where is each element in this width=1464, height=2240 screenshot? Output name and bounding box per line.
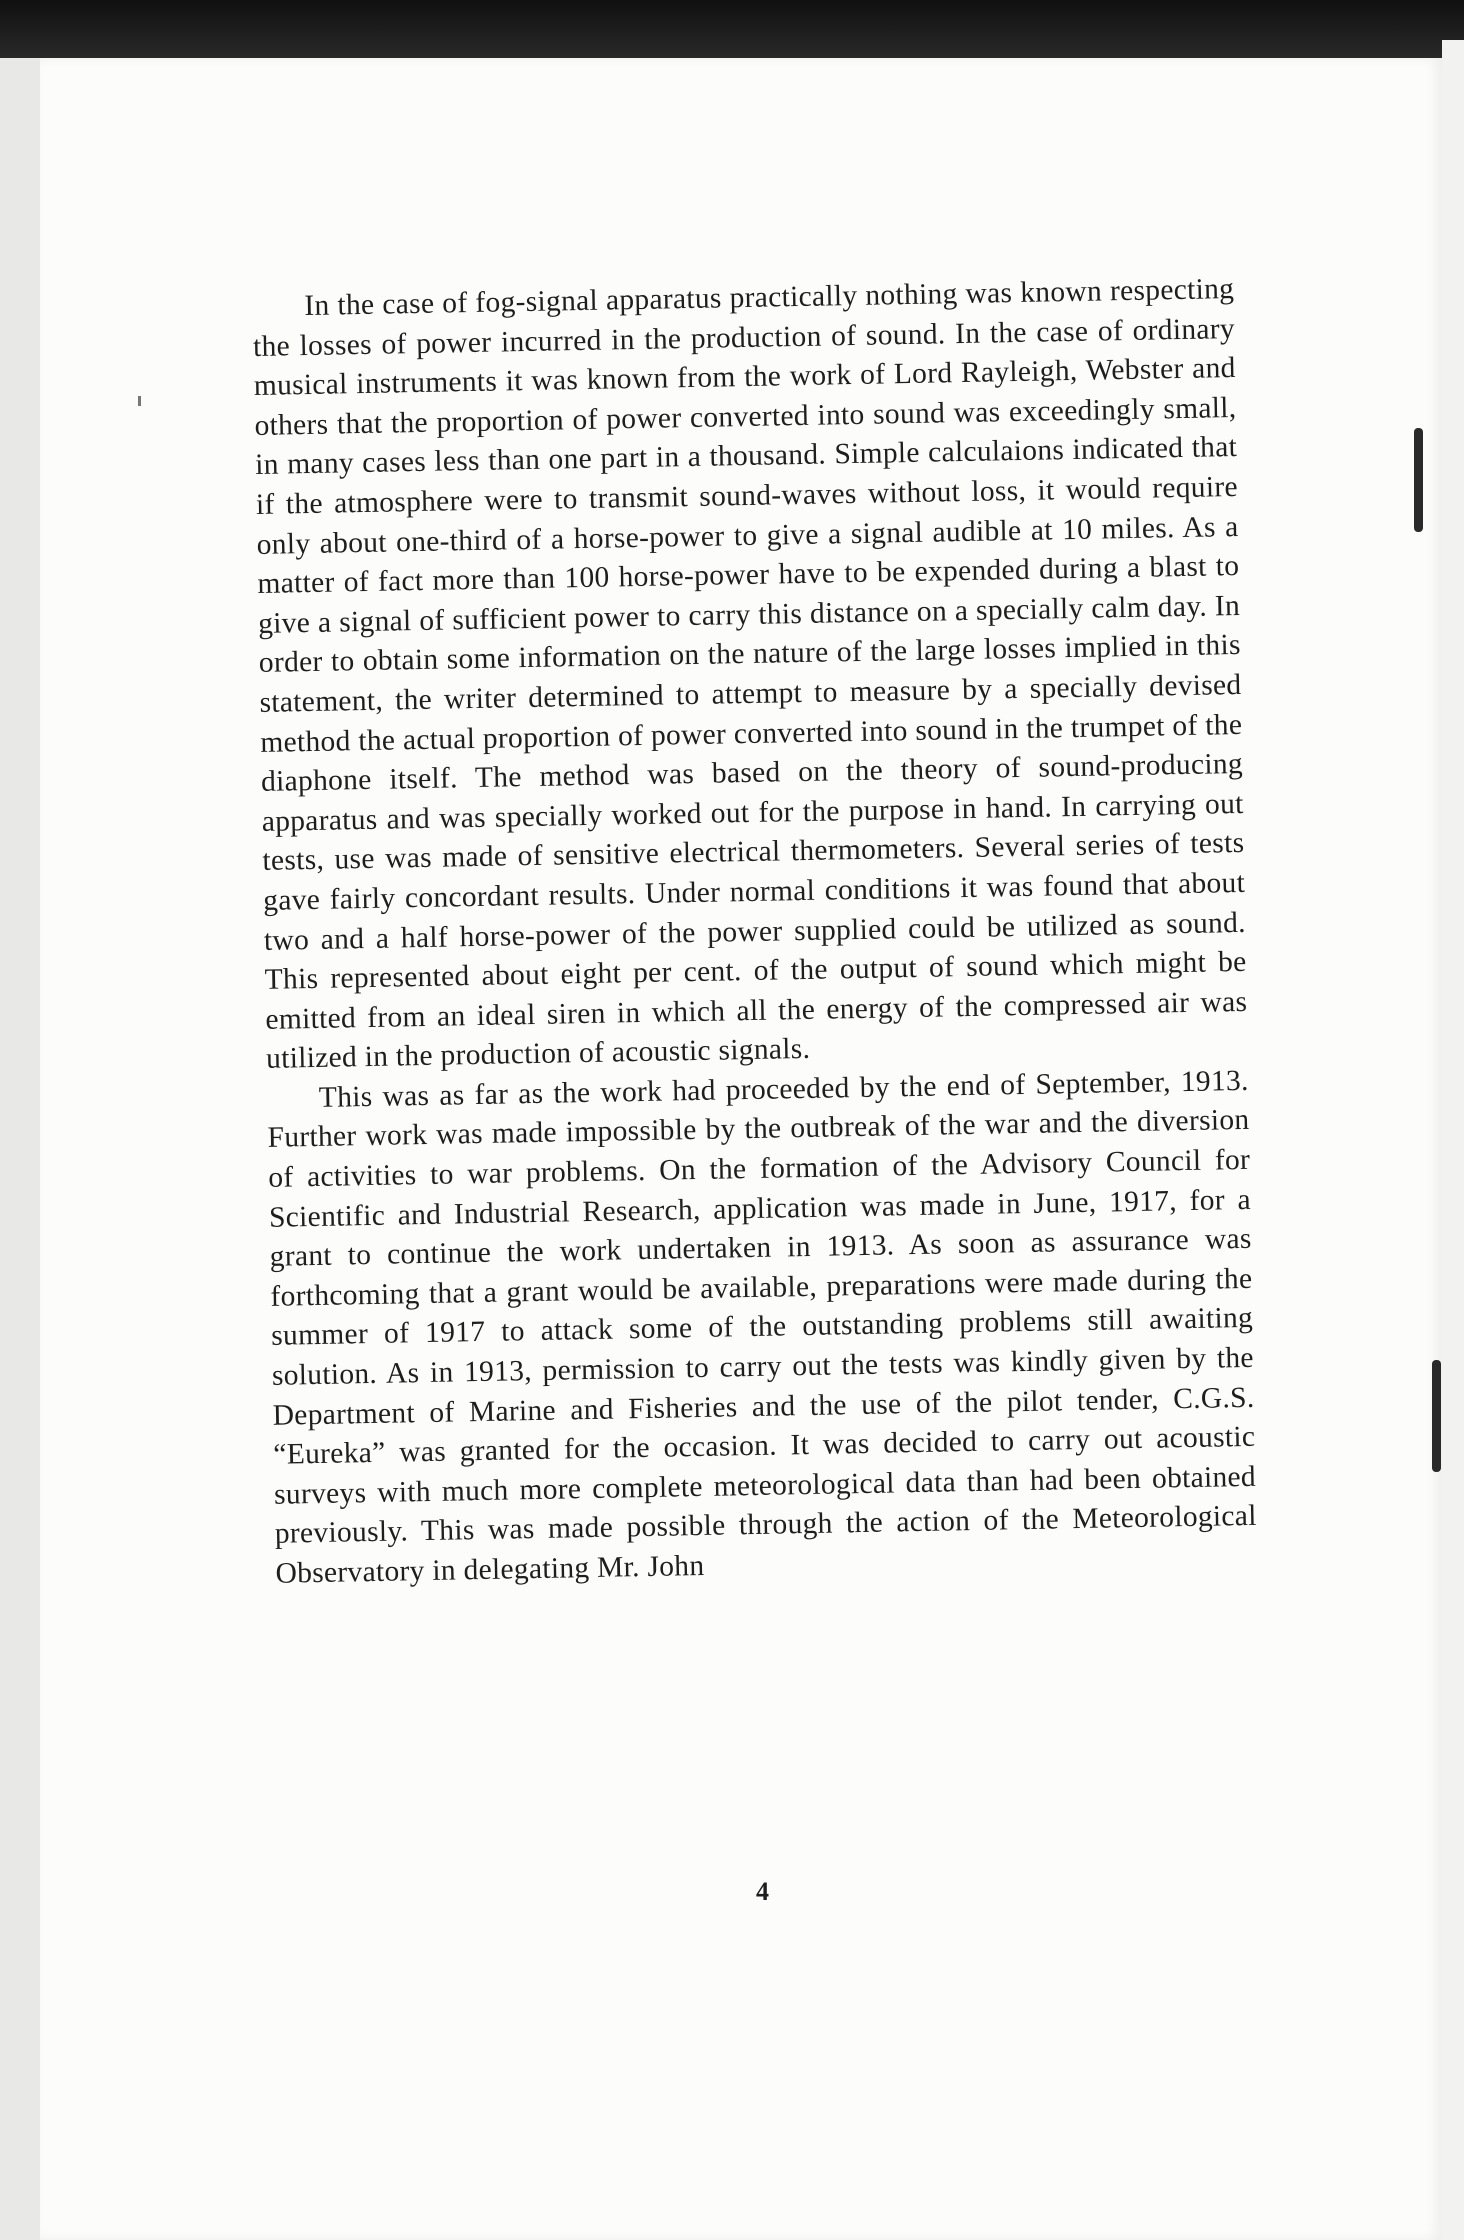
page-number: 4: [756, 1877, 769, 1906]
scan-right-margin: [1442, 40, 1464, 2240]
body-text: [252, 270, 1258, 1594]
binding-mark-upper: [1414, 428, 1423, 532]
paragraph-1: In the case of fog-signal apparatus practically nothing was known respecting the losses of power incurred in the production of sound. In the case of ordinary musical instruments it was known from the work of Lord Rayleigh, Webster and others that the proportion of power converted into sound was exceedingly small, in many cases less than one part in a thousand. Simple calculaions indicated that if the atmosphere were to transmit sound-waves without loss, it would require only about one-third of a horse-power to give a signal audible at 10 miles. As a matter of fact more than 100 horse-power have to be expended during a blast to give a signal of sufficient power to carry this distance on a specially calm day. In order to obtain some information on the nature of the large losses implied in this statement, the writer determined to attempt to measure by a specially devised method the actual proportion of power converted into sound in the trumpet of the diaphone itself. The method was based on the theory of sound-producing apparatus and was specially worked out for the purpose in hand. In carrying out tests, use was made of sensitive electrical thermometers. Several series of tests gave fairly concordant results. Under normal conditions it was found that about two and a half horse-power of the power supplied could be utilized as sound. This represented about eight per cent. of the output of sound which might be emitted from an ideal siren in which all the energy of the compressed air was utilized in the production of acoustic signals.: [252, 273, 1248, 1076]
scan-left-margin: [0, 58, 40, 2240]
binding-mark-lower: [1432, 1360, 1441, 1472]
stray-mark: [138, 396, 141, 406]
scan-top-shadow: [0, 0, 1464, 60]
paragraph-2: This was as far as the work had proceeded by the end of September, 1913. Further work was made impossible by the outbreak of the war and the diversion of activities to war problems. On the formation of the Advisory Council for Scientific and Industrial Research, application was made in June, 1917, for a grant to continue the work undertaken in 1913. As soon as assurance was forthcoming that a grant would be available, preparations were made during the summer of 1917 to attack some of the outstanding problems still awaiting solution. As in 1913, permission to carry out the tests was kindly given by the Department of Marine and Fisheries and the use of the pilot tender, C.G.S. “Eureka” was granted for the occasion. It was decided to carry out acoustic surveys with much more complete meteorological data than had been obtained previously. This was made possible through the action of the Meteorological Observatory in delegating Mr. John: [267, 1064, 1257, 1590]
